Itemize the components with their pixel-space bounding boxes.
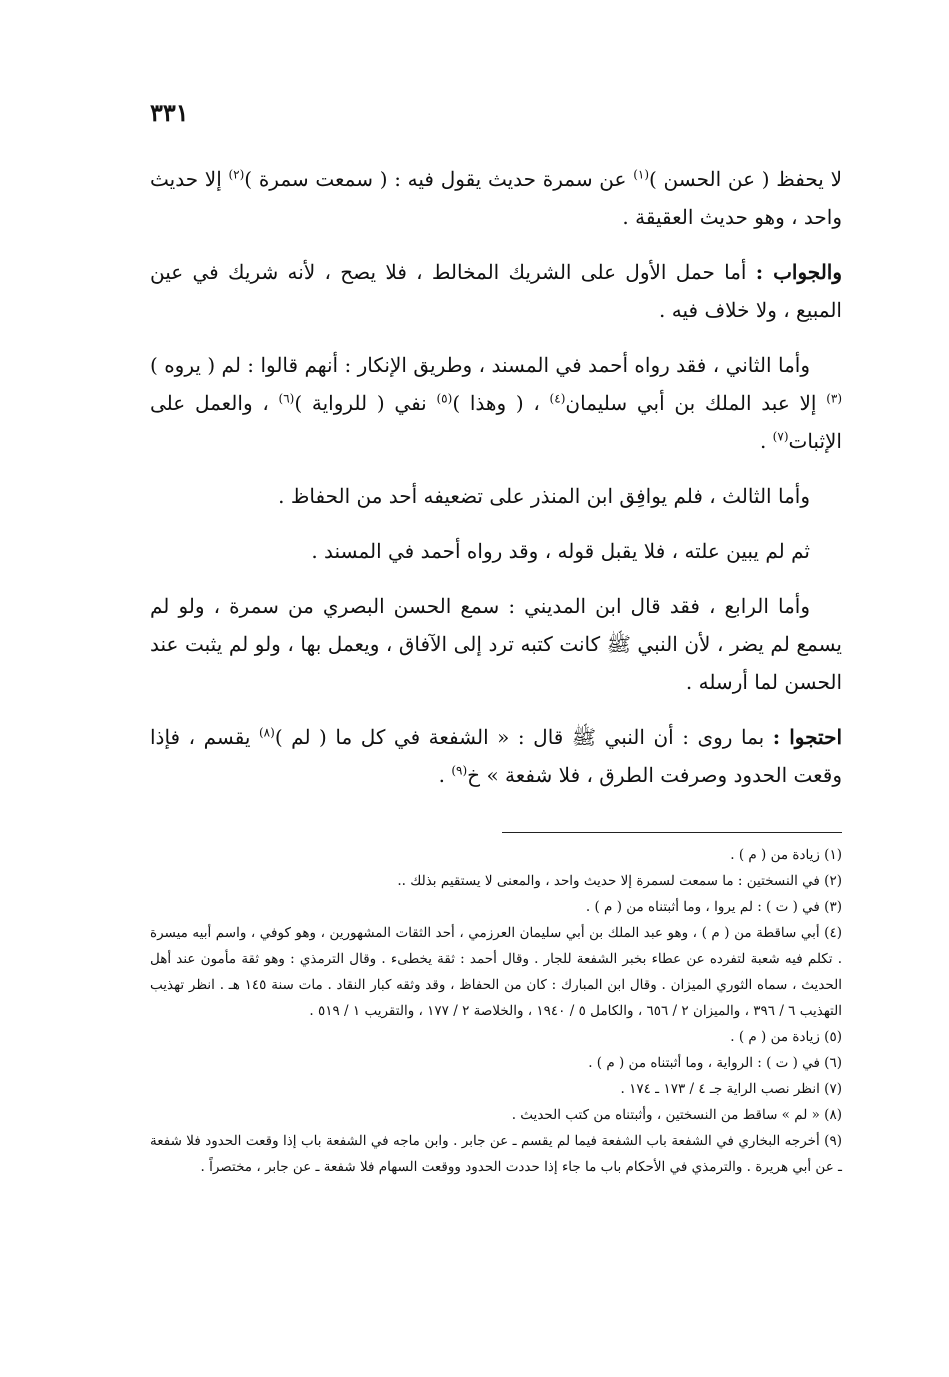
footnote-marker: (٥) <box>436 391 453 406</box>
text-run: أما حمل الأول على الشريك المخالط ، فلا يصح ، لأنه شريك في عين المبيع ، ولا خلاف فيه . <box>150 260 842 322</box>
footnote-marker: (٧) <box>772 429 789 444</box>
text-run: بما روى : أن النبي ﷺ قال : « الشفعة في كل ما ( لم ) <box>274 725 773 749</box>
footnote: (١) زيادة من ( م ) . <box>730 847 842 863</box>
footnote-marker: (٢) <box>228 167 245 182</box>
paragraph <box>150 587 842 701</box>
footnote-marker: (١) <box>633 167 650 182</box>
paragraph <box>150 532 842 570</box>
footnotes <box>150 842 842 1180</box>
paragraph-lead: احتجوا : <box>772 725 842 749</box>
text-run: ، والعمل على الإثبات <box>150 391 842 453</box>
paragraph <box>150 477 842 515</box>
paragraph <box>150 253 842 329</box>
footnote-marker: (٣) <box>826 391 843 406</box>
paragraph <box>150 718 842 794</box>
text-run: . <box>759 429 773 453</box>
footnote-marker: (٩) <box>451 763 468 778</box>
footnote: (٨) « لم » ساقط من النسختين ، وأثبتناه من كتب الحديث . <box>511 1107 842 1123</box>
footnote: (٣) في ( ت ) : لم يروا ، وما أثبتناه من ( م ) . <box>585 899 842 915</box>
paragraph <box>150 160 842 236</box>
footnote-marker: (٨) <box>258 725 275 740</box>
text-run: لا يحفظ ( عن الحسن ) <box>649 167 842 191</box>
footnote: (٧) انظر نصب الراية جـ ٤ / ١٧٣ ـ ١٧٤ . <box>620 1081 842 1097</box>
text-run: إلا حديث واحد ، وهو حديث العقيقة . <box>150 167 842 229</box>
text-run: يقسم ، فإذا وقعت الحدود وصرفت الطرق ، فلا شفعة » خ <box>150 725 842 787</box>
footnote-separator <box>502 832 842 833</box>
footnote: (٤) أبي ساقطة من ( م ) ، وهو عبد الملك بن أبي سليمان العرزمي ، أحد الثقات المشهورين ، وهو كوفي ، واسم أبيه ميسرة . تكلم فيه شعبة لتفرده عن عطاء بخبر الشفعة للجار . وقال أحمد : ثقة يخطىء . وقال الترمذي : وهو ثقة مأمون عند أهل الحديث ، سماه الثوري الميزان . وقال ابن المبارك : كان من الحفاظ ، وقد وثقه كبار النقاد . مات سنة ١٤٥ هـ . انظر تهذيب التهذيب ٦ / ٣٩٦ ، والميزان ٢ / ٦٥٦ ، والكامل ٥ / ١٩٤٠ ، والخلاصة ٢ / ١٧٧ ، والتقريب ١ / ٥١٩ . <box>150 925 842 1019</box>
footnote-marker: (٤) <box>549 391 566 406</box>
text-run: إلا عبد الملك بن أبي سليمان <box>565 391 827 415</box>
text-run: عن سمرة حديث يقول فيه : ( سمعت سمرة ) <box>244 167 634 191</box>
paragraph-lead: والجواب : <box>755 260 843 284</box>
main-text <box>150 160 842 811</box>
footnote: (٩) أخرجه البخاري في الشفعة باب الشفعة فيما لم يقسم ـ عن جابر . وابن ماجه في الشفعة باب إذا وقعت الحدود فلا شفعة ـ عن أبي هريرة . والترمذي في الأحكام باب ما جاء إذا حددت الحدود ووقعت السهام فلا شفعة ـ عن جابر ، مختصراً . <box>150 1133 842 1175</box>
text-run: وأما الثاني ، فقد رواه أحمد في المسند ، وطريق الإنكار : أنهم قالوا : لم ( يروه ) <box>150 353 810 377</box>
footnote: (٢) في النسختين : ما سمعت لسمرة إلا حديث واحد ، والمعنى لا يستقيم بذلك .. <box>397 873 842 889</box>
footnote-marker: (٦) <box>278 391 295 406</box>
text-run: . <box>438 763 452 787</box>
footnote: (٦) في ( ت ) : الرواية ، وما أثبتناه من ( م ) . <box>588 1055 842 1071</box>
text-run: ، ( وهذا ) <box>452 391 550 415</box>
text-run: وأما الثالث ، فلم يوافِق ابن المنذر على تضعيفه أحد من الحفاظ . <box>278 484 810 508</box>
text-run: وأما الرابع ، فقد قال ابن المديني : سمع الحسن البصري من سمرة ، ولو لم يسمع لم يضر ، لأن النبي ﷺ كانت كتبه ترد إلى الآفاق ، ويعمل بها ، ولو لم يثبت عند الحسن لما أرسله . <box>150 594 842 694</box>
text-run: نفي ( للرواية ) <box>294 391 437 415</box>
text-run: ثم لم يبين علته ، فلا يقبل قوله ، وقد رواه أحمد في المسند . <box>311 539 810 563</box>
page-number: ٣٣١ <box>150 98 189 127</box>
footnote: (٥) زيادة من ( م ) . <box>730 1029 842 1045</box>
paragraph <box>150 346 842 460</box>
